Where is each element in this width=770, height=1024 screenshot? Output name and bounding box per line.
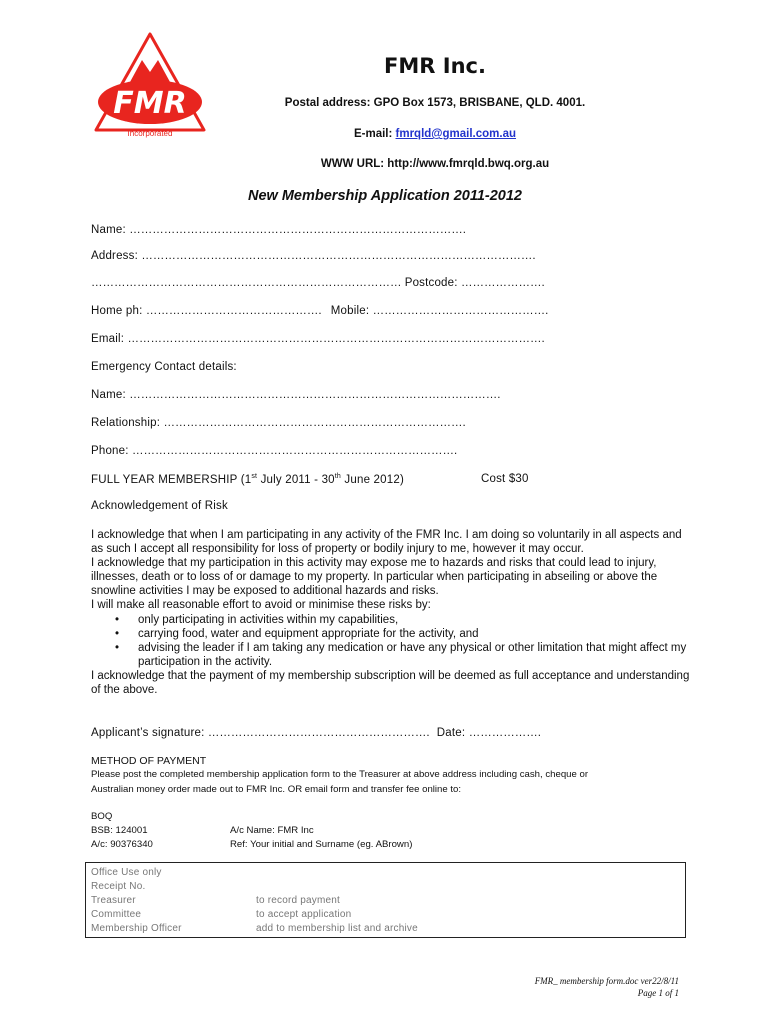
address-line-2[interactable] bbox=[91, 277, 545, 289]
office-title: Office Use only bbox=[91, 867, 162, 878]
address-label: Address: bbox=[91, 250, 142, 262]
relationship-dots: ……………………………………………………………………. bbox=[163, 417, 466, 429]
email-field-label: Email: bbox=[91, 333, 128, 345]
sup-st: st bbox=[251, 473, 258, 480]
date-label: Date: bbox=[436, 727, 469, 739]
membership-text-c: June 2012) bbox=[341, 473, 404, 486]
email-field-dots: ………………………………………………………………………………………………. bbox=[127, 333, 545, 345]
signature-row[interactable] bbox=[91, 727, 541, 739]
account-number: A/c: 90376340 bbox=[91, 839, 153, 850]
risk-text bbox=[91, 528, 691, 697]
risk-p2: I acknowledge that my participation in this activity may expose me to hazards and risks that could lead to injury, illnesses, death or to loss of or damage to my property. In particular when participating in abseiling or above the snowline activities I may be exposed to additional hazards and risks. bbox=[91, 557, 658, 598]
payment-line-2: Australian money order made out to FMR Inc. OR email form and transfer fee online to: bbox=[91, 784, 462, 795]
address-dots: …………………………………………………………………………………………. bbox=[141, 250, 536, 262]
postcode-label: Postcode: bbox=[404, 277, 462, 289]
ec-phone-label: Phone: bbox=[91, 445, 133, 457]
treasurer-label: Treasurer bbox=[91, 895, 136, 906]
receipt-label: Receipt No. bbox=[91, 881, 146, 892]
footer bbox=[535, 975, 679, 999]
homeph-label: Home ph: bbox=[91, 305, 146, 317]
homeph-dots: ………………………………………. bbox=[145, 305, 325, 317]
risk-p3: I will make all reasonable effort to avoid or minimise these risks by: bbox=[91, 599, 431, 612]
phone-row[interactable] bbox=[91, 305, 548, 317]
email-line bbox=[0, 128, 770, 140]
emergency-heading: Emergency Contact details: bbox=[91, 361, 237, 373]
list-item: • only participating in activities within my capabilities, bbox=[138, 613, 691, 627]
risk-p1: I acknowledge that when I am participating in any activity of the FMR Inc. I am doing so voluntarily in all aspects and as such I accept all responsibility for loss of property or bodily injury to me, however it may occur. bbox=[91, 529, 682, 556]
logo-text: FMR bbox=[113, 86, 187, 121]
payment-reference: Ref: Your initial and Surname (eg. ABrown) bbox=[230, 839, 413, 850]
ec-name-label: Name: bbox=[91, 389, 130, 401]
risk-p4: I acknowledge that the payment of my membership subscription will be deemed as full acceptance and understanding of the above. bbox=[91, 669, 690, 697]
name-field[interactable] bbox=[91, 224, 466, 236]
committee-label: Committee bbox=[91, 909, 142, 920]
name-dots: ……………………………………………………………………………. bbox=[129, 224, 466, 236]
ec-name-dots: ……………………………………………………………………………………. bbox=[129, 389, 501, 401]
address-field[interactable] bbox=[91, 250, 536, 262]
sup-th: th bbox=[334, 473, 342, 480]
postcode-dots: …………………. bbox=[461, 277, 545, 289]
risk-heading: Acknowledgement of Risk bbox=[91, 500, 228, 512]
footer-doc: FMR_ membership form.doc ver22/8/11 bbox=[534, 976, 679, 986]
treasurer-note: to record payment bbox=[256, 895, 340, 906]
organisation-name: FMR Inc. bbox=[384, 54, 486, 78]
list-item: • carrying food, water and equipment appropriate for the activity, and bbox=[138, 627, 691, 641]
signature-label: Applicant’s signature: bbox=[91, 727, 208, 739]
email-field[interactable] bbox=[91, 333, 545, 345]
payment-heading: METHOD OF PAYMENT bbox=[91, 755, 207, 767]
footer-page: Page 1 of 1 bbox=[637, 988, 679, 998]
email-label: E-mail: bbox=[353, 128, 396, 140]
mobile-label: Mobile: bbox=[330, 305, 373, 317]
signature-dots: …………………………………………………. bbox=[207, 727, 433, 739]
logo-subtitle: Incorporated bbox=[127, 129, 173, 138]
membership-line bbox=[91, 473, 404, 486]
account-name: A/c Name: FMR Inc bbox=[230, 825, 314, 836]
date-dots: ………………. bbox=[468, 727, 541, 739]
payment-line-1: Please post the completed membership application form to the Treasurer at above address including cash, cheque or bbox=[91, 769, 589, 780]
list-item: • advising the leader if I am taking any medication or have any physical or other limitation that might affect my participation in the activity. bbox=[138, 641, 691, 669]
membership-text-b: July 2011 - 30 bbox=[257, 473, 335, 486]
officer-note: add to membership list and archive bbox=[256, 923, 418, 934]
membership-text-a: FULL YEAR MEMBERSHIP (1 bbox=[91, 473, 252, 486]
risk-bullets bbox=[91, 613, 691, 669]
officer-label: Membership Officer bbox=[91, 923, 182, 934]
ec-name-field[interactable] bbox=[91, 389, 500, 401]
postal-address: Postal address: GPO Box 1573, BRISBANE, QLD. 4001. bbox=[284, 97, 586, 109]
ec-phone-dots: …………………………………………………………………………. bbox=[132, 445, 458, 457]
email-link[interactable]: fmrqld@gmail.com.au bbox=[395, 128, 517, 140]
relationship-field[interactable] bbox=[91, 417, 466, 429]
bsb: BSB: 124001 bbox=[91, 825, 148, 836]
fmr-logo bbox=[90, 30, 210, 140]
bank-name: BOQ bbox=[91, 811, 113, 822]
committee-note: to accept application bbox=[256, 909, 352, 920]
www-url: WWW URL: http://www.fmrqld.bwq.org.au bbox=[320, 158, 550, 170]
mobile-dots: ………………………………………. bbox=[372, 305, 549, 317]
address2-dots: ……………………………………………………………………… bbox=[91, 277, 405, 289]
relationship-label: Relationship: bbox=[91, 417, 164, 429]
membership-cost: Cost $30 bbox=[481, 473, 529, 485]
name-label: Name: bbox=[91, 224, 130, 236]
form-title: New Membership Application 2011-2012 bbox=[248, 188, 522, 204]
ec-phone-field[interactable] bbox=[91, 445, 457, 457]
